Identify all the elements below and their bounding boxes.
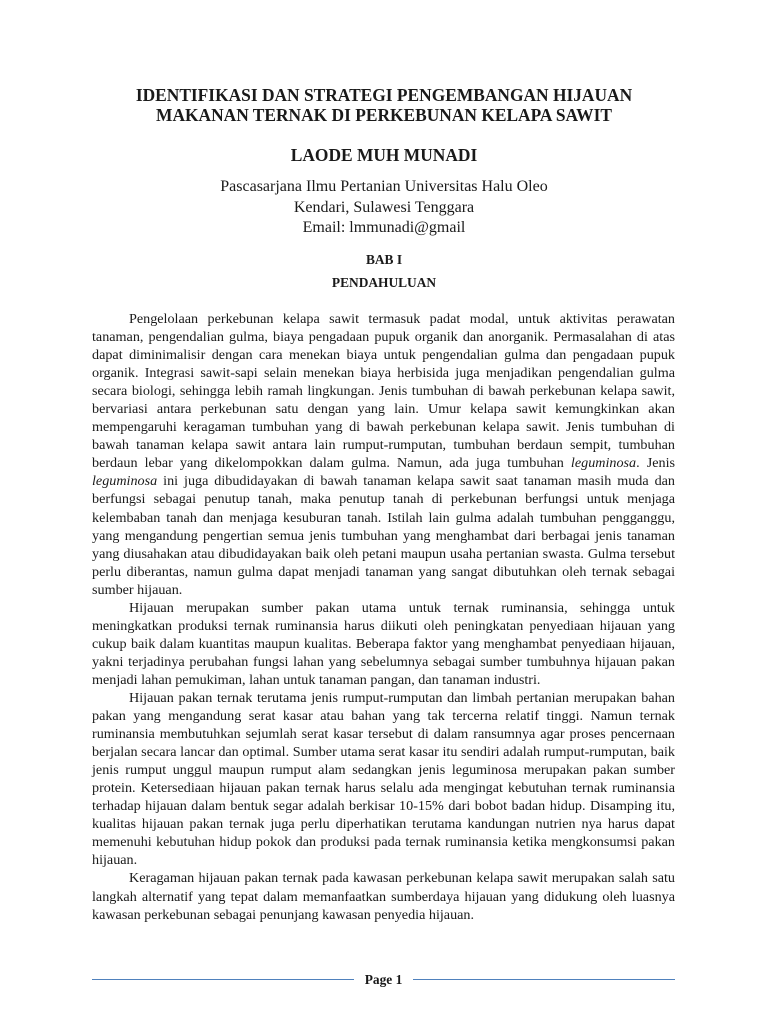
- chapter-heading: [90, 248, 678, 294]
- paper-title-line-1: IDENTIFIKASI DAN STRATEGI PENGEMBANGAN HIJAUAN: [135, 85, 633, 105]
- page-footer: [92, 970, 675, 990]
- author-name: LAODE MUH MUNADI: [290, 145, 478, 165]
- paragraph-1-text-a: Pengelolaan perkebunan kelapa sawit termasuk padat modal, untuk aktivitas perawatan tanaman, pengendalian gulma, biaya pengadaan pupuk organik dan anorganik. Permasalahan di atas dapat diminimalisir dengan cara menekan biaya untuk pengendalian gulma dan pengadaan pupuk organik. Integrasi sawit-sapi selain menekan biaya herbisida juga menjadikan pengendalian gulma secara biologi, sehingga lebih ramah lingkungan. Jenis tumbuhan di bawah perkebunan kelapa sawit, bervariasi antara perkebunan satu dengan yang lain. Umur kelapa sawit kemungkinkan akan mempengaruhi keragaman tumbuhan yang di bawah perkebunan kelapa sawit. Jenis tumbuhan di bawah tanaman kelapa sawit antara lain rumput-rumputan, tumbuhan berdaun sempit, tumbuhan berdaun lebar yang dikelompokkan dalam gulma. Namun, ada juga tumbuhan: [92, 311, 675, 472]
- page-number: Page 1: [364, 972, 403, 987]
- affiliation-email: Email: lmmunadi@gmail: [302, 219, 466, 236]
- paper-title: [90, 85, 678, 125]
- paragraph-3: Hijauan pakan ternak terutama jenis rumput-rumputan dan limbah pertanian merupakan bahan pakan yang mengandung serat kasar atau bahan yang tak tercerna relatif tinggi. Namun ternak ruminansia membutuhkan sejumlah serat kasar tersebut di dalam ransumnya agar proses pencernaan berjalan secara lancar dan optimal. Sumber utama serat kasar itu sendiri adalah rumput-rumputan, baik jenis rumput unggul maupun rumput alam sedangkan jenis leguminosa merupakan pakan sumber protein. Ketersediaan hijauan pakan ternak harus selalu ada mengingat kebutuhan ternak ruminansia terhadap hijauan dalam bentuk segar adalah berkisar 10-15% dari bobot badan hidup. Disamping itu, kualitas hijauan pakan ternak juga perlu diperhatikan terutama kandungan nutrien nya harus dapat memenuhi kebutuhan hidup pokok dan produksi pada ternak ruminansia ketika mengkonsumsi pakan hijauan.: [92, 689, 675, 869]
- affiliation-location: Kendari, Sulawesi Tenggara: [293, 198, 475, 216]
- paragraph-1-term-leguminosa-2: leguminosa: [92, 473, 158, 490]
- chapter-number: BAB I: [365, 252, 403, 267]
- paragraph-1-text-c: ini juga dibudidayakan di bawah tanaman kelapa sawit saat tanaman masih muda dan berfungsi sebagai penutup tanah, maka penutup tanah di perkebunan berfungsi untuk menjaga kelembaban tanah dan menjaga kesuburan tanah. Istilah lain gulma adalah tumbuhan pengganggu, yang mengandung pengertian semua jenis tumbuhan yang menghambat dari berbagai jenis tanaman yang diusahakan atau dibudidayakan baik oleh petani maupun usaha pertanian swasta. Gulma tersebut perlu diberantas, namun gulma dapat menjadi tanaman yang sangat dibutuhkan oleh ternak sebagai sumber hijauan.: [92, 473, 675, 598]
- paragraph-1: [92, 310, 675, 599]
- footer-rule-right: [413, 979, 675, 980]
- paragraph-2: Hijauan merupakan sumber pakan utama untuk ternak ruminansia, sehingga untuk meningkatkan produksi ternak ruminansia harus diikuti oleh peningkatan penyediaan hijauan yang cukup baik dalam kuantitas maupun kualitas. Beberapa faktor yang menghambat penyediaan hijauan, yakni terjadinya perubahan fungsi lahan yang sebelumnya sebagai sumber tumbuhnya hijauan pakan menjadi lahan pemukiman, lahan untuk tanaman pangan, dan tanaman industri.: [92, 599, 675, 688]
- paragraph-1-term-leguminosa: leguminosa: [570, 455, 637, 472]
- body-text: [92, 310, 675, 924]
- chapter-title: PENDAHULUAN: [331, 275, 437, 290]
- paragraph-4: Keragaman hijauan pakan ternak pada kawasan perkebunan kelapa sawit merupakan salah satu langkah alternatif yang tepat dalam memanfaatkan sumberdaya hijauan yang didukung oleh luasnya kawasan perkebunan sebagai penunjang kawasan penyedia hijauan.: [92, 870, 675, 923]
- author-affiliation: [90, 177, 678, 239]
- paragraph-1-text-b: . Jenis: [636, 455, 675, 472]
- affiliation-institution: Pascasarjana Ilmu Pertanian Universitas Halu Oleo: [220, 178, 548, 195]
- paper-title-line-2: MAKANAN TERNAK DI PERKEBUNAN KELAPA SAWIT: [156, 105, 612, 125]
